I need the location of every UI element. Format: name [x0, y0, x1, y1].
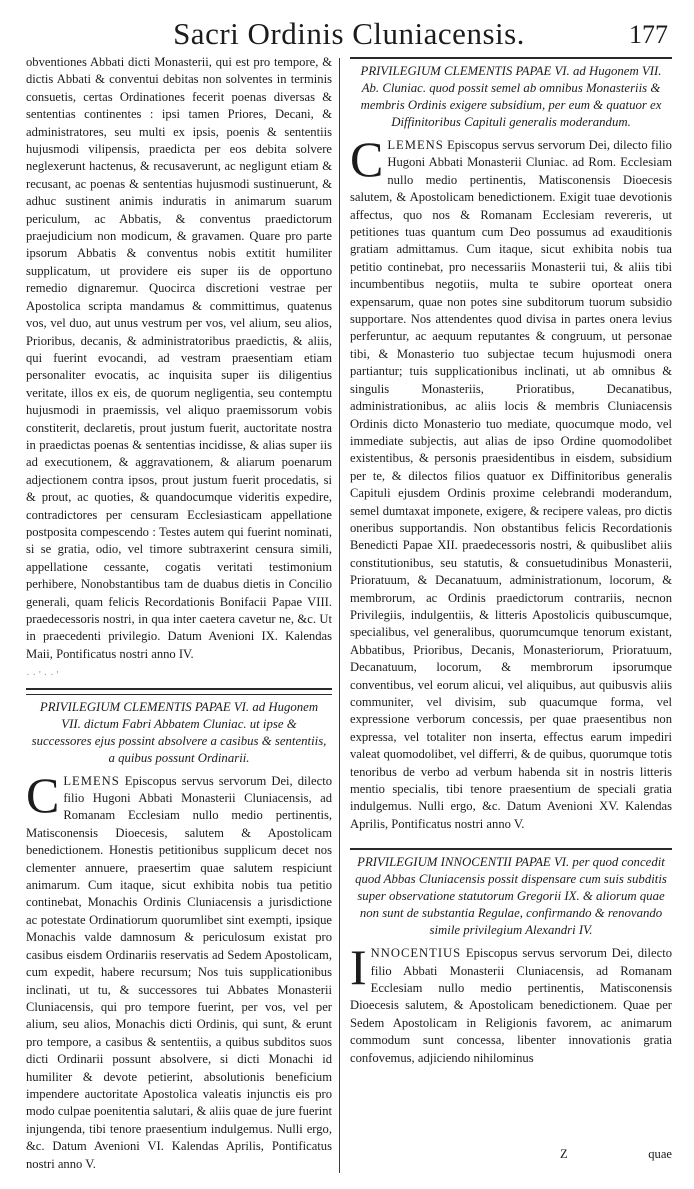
privilege-text: [350, 939, 672, 1067]
continuation-paragraph: obventiones Abbati dicti Monasterii, qui est pro tempore, & dictis Abbati & conventui debitas non solventes in terminis consuetis, certas Ordinationes fecerit poenas diversas & sententias continentes : ipsi tamen Priores, Decani, & administratores, seu multi ex ipsis, poenis & sententiis hujusmodi vilipensis, praedicta per eos debita solvere neglexerunt hactenus, & recusaverunt, ac negligunt etiam & recusant, ac poenas & sententias hujusmodi sustinuerunt, & adhuc sustinent animis induratis in animarum suarum periculum, ac Abbatis, & conventus praedictorum praejudicium non modicum, & gravamen. Quare pro parte ipsorum Abbatis & conventus nobis extitit humiliter supplicatum, ut providere eis super iis de opportuno remedio dignaremur. Quocirca discretioni vestrae per Apostolica scripta mandamus & committimus, quatenus vos, vel duo, aut unus vestrum per vos, vel alium, seu alios, Prioribus, decanis, & administratoribus praedictis, & aliis, qui fuerint evocandi, ad vestram praesentiam etiam personaliter evocatis, ac inquisita super iis diligentius veritate, illos ex eis, de quorum negligentia, seu contemptu hujusmodi in praemissis, vel aliquo praemissorum vobis constiterit, declaretis, prout justum fuerit, auctoritate nostra in praedictas poenas & sententias incidisse, & alias super iis ad executionem, & aggravationem, & aliarum poenarum adjectionem contra ipsos, prout justum fuerit procedatis, si & prout, ac quoties, & quandocumque videritis expedire, contradictores per censuram Ecclesiasticam appellatione postposita compescendo : Testes autem qui fuerint nominati, si se gratia, odio, vel timore subtraxerint censura simili, appellatione cessante, cogatis veritati testimonium perhibere, Nonobstantibus tam de duabus dietis in Concilio generali, quam felicis Recordationis Bonifacii Papae VIII. praedecessoris nostri, in qua inter caetera cavetur ne, &c. Ut in praecedenti privilegio. Datum Avenioni IX. Kalendas Maii, Pontificatus nostri anno IV.: [26, 55, 332, 661]
drop-cap: C: [26, 766, 60, 823]
privilege-text: [26, 766, 332, 1173]
section-rule: [26, 688, 332, 690]
page-footer: [350, 1146, 672, 1164]
privilege-body: Episcopus servus servorum Dei, dilecto filio Hugoni Abbati Monasterii Cluniac. ad Rom. Ecclesiam nullo medio pertinentis, Matisconensis Dioecesis salutem, & Apostolicam benedictionem. Exigit tuae devotionis affectus, quo nos & Romanam Ecclesiam revereris, ut petitiones tuas quantum cum Deo possumus ad exauditionis gratiam admittamus. Cum itaque, sicut exhibita nobis tua petitio continebat, pro necessariis Monasterii tui, & aliis tibi incumbentibus negotiis, multa te subire oporteat onera expensarum, quae non potes sine subditorum tuorum subsidio supportare. Nos attendentes quod divisa in partes onera levius perferuntur, ac aequum reputantes & congruum, ut personae tibi, & Monasterio tuo subjectae tecum hujusmodi onera partiantur; tuis supplicationibus inclinati, ut ab omnibus & singulis Monasteriis, Prioratibus, Decanatibus, administrationibus, ac aliis locis & membris Cluniacensis Ordinis dicto Monasterio tuo mediate, quocumque modo, vel immediate subjectis, aut alias de ipso Ordine quomodolibet existentibus, & personis praesidentibus in eisdem, subsidium per te, & dilectos filios quatuor ex Diffinitoribus generalis Capituli ejusdem Ordinis proxime celebrandi moderandum, semel dumtaxat imponete, exigere, & recipere valeas, pro dictis oneribus supportandis. Non obstantibus felicis Recordationis Benedicti Papae XII. praedecessoris nostri, & quibuslibet aliis constitutionibus, seu statutis, & consuetudinibus Monasterii, Prioratuum, & Decanatuum, administrationum, locorum, & membrorum, ac Ordinis praedictorum contrariis, necnon Privilegiis, indulgentiis, & litteris Apostolicis quibuscumque, specialibus, vel generalibus, quorumcumque tenorum existant, Abbatibus, Prioribus, Decanis, Monasteriorum, Prioratuum, Decanatuum, locorum, & membrorum ipsorumque conventibus, vel eorum alicui, vel aliquibus, aut quibusvis aliis communiter, vel divisim, sub quacumque forma, vel expressione verborum concessis, per quae praesentibus non expressa, vel totaliter non inserta, effectus earum impediri valeat quomodolibet, vel differri, & de quibus, quorumque totis tenoribus de verbo ad verbum habenda sit in nostris litteris mentio specialis, tibi tenore praesentium de speciali gratia indulgemus. Nulli ergo, &c. Datum Avenioni XV. Kalendas Aprilis, Pontificatus nostri anno V.: [350, 138, 672, 831]
catchword: quae: [648, 1147, 672, 1161]
opening-word: NNOCENTIUS: [370, 946, 462, 961]
page-header: [26, 14, 672, 54]
signature-mark: Z: [560, 1147, 568, 1161]
section-rule: [350, 57, 672, 59]
left-column: [26, 54, 332, 1171]
running-title: Sacri Ordinis Cluniacensis.: [173, 16, 525, 51]
privilege-body: Episcopus servus servorum Dei, dilecto filio Hugoni Abbati Monasterii Cluniacensis, ad Romanam Ecclesiam nullo medio pertinentis, Matisconensis Dioecesis, salutem & Apostolicam benedictionem. Honestis petitionibus supplicum decet nos clementer annuere, praesertim quae salutem respiciunt animarum. Cum itaque, sicut exhibita nobis tua petitio continebat, Monachis Ordinis Cluniacensis a jurisdictione ac potestate Ordinatiorum quorumlibet sint exempti, ipsique Monachis valde damnosum & periculosum existat pro casibus eisdem Ordinariis reservatis ad Sedem Apostolicam, cum expedit, habere recursum; Nos tuis supplicationibus inclinati, ut tu, & successores tui Abbates Monasterii Cluniacensis, qui pro tempore fuerint, per vos, vel per alium, seu alios, Monachis dicti Ordinis, qui sunt, & erunt pro tempore, a casibus & sententiis, a quibus subditos suos dicti Ordinarii possunt absolvere, si dicti Monachi id humiliter & devote petierint, absolutionis beneficium impendere auctoritate Apostolica valeatis injunctis eis pro modo culpae poenitentia salutari, & aliis quae de jure fuerint injungenda, tibi tenore praesentium indulgemus. Nulli ergo, &c. Datum Avenioni VI. Kalendas Aprilis, Pontificatus nostri anno V.: [26, 773, 332, 1171]
privilege-heading: PRIVILEGIUM CLEMENTIS PAPAE VI. ad Hugonem VII. dictum Fabri Abbatem Cluniac. ut ipse & successores ejus possint absolvere a casibus & sententiis, a quibus possunt Ordinarii.: [31, 699, 327, 765]
privilege-heading: PRIVILEGIUM CLEMENTIS PAPAE VI. ad Hugonem VII. Ab. Cluniac. quod possit semel ab omnibus Monasteriis & membris Ordinis exigere subsidium, per eum & quatuor ex Diffinitoribus Capituli generalis moderandum.: [360, 64, 662, 129]
privilege-body: Episcopus servus servorum Dei, dilecto filio Abbati Monasterii Cluniacensis, ad Romanam Ecclesiam nullo medio pertinentis, Matisconensis Dioecesis salutem, & Apostolicam benedictionem. Quae per Sedem Apostolicam in Religionis favorem, ac animarum commodum sunt concessa, libenter innovationis gratia confovemus, adjiciendo nihilominus: [350, 946, 672, 1065]
drop-cap: I: [350, 939, 367, 996]
column-divider: [339, 58, 340, 1173]
right-column: [350, 54, 672, 1164]
page-number: 177: [629, 20, 668, 49]
opening-word: LEMENS: [63, 773, 120, 788]
drop-cap: C: [350, 131, 384, 187]
privilege-text: [350, 131, 672, 833]
opening-word: LEMENS: [387, 138, 444, 152]
section-rule-thin: [26, 694, 332, 695]
privilege-heading: PRIVILEGIUM INNOCENTII PAPAE VI. per quod concedit quod Abbas Cluniacensis possit dispensare cum suis subditis super observatione statutorum Gregorii IX. & aliorum quae non sunt de substantia Regulae, confirmando & renovando simile privilegium Alexandri IV.: [355, 855, 667, 938]
faint-bleed-mark: · · ' · · ': [26, 669, 59, 682]
section-rule: [350, 848, 672, 850]
